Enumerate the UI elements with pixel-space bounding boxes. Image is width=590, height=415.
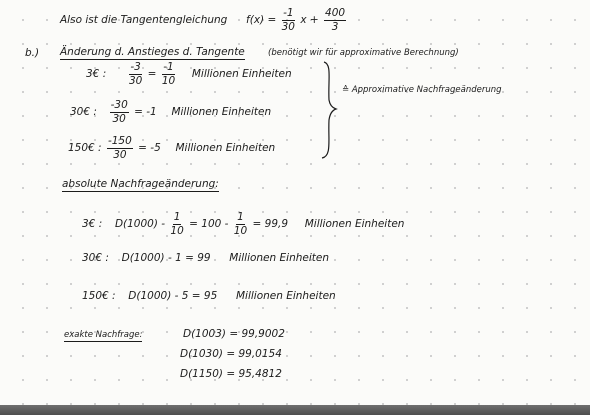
slope-row: 3€ : $\frac{-3}{30}$ = $\frac{-1}{10}$ Millionen Einheiten (86, 61, 292, 87)
heading-note: (benötigt wir für approximative Berechnung) (268, 48, 459, 58)
exact-title: exakte Nachfrage: (64, 330, 143, 340)
absolute-row: 30€ : D(1000) - 1 = 99 Millionen Einheiten (82, 252, 330, 264)
brace-note: ≙ Approximative Nachfrageänderung (342, 85, 502, 95)
absolute-row: 3€ : D(1000) - $\frac{1}{10}$ = 100 - $\frac{1}{10}$ = 99,9 Millionen Einheiten (82, 211, 405, 237)
equation-mid: x + (300, 14, 319, 26)
fraction: $\frac{400}{3}$ (325, 7, 346, 33)
slope-row: 30€ : $\frac{-30}{30}$ = -1 Millionen Einheiten (70, 99, 272, 125)
absolute-row: 150€ : D(1000) - 5 = 95 Millionen Einheiten (82, 290, 336, 302)
fraction: $\frac{-1}{30}$ (281, 7, 295, 33)
curly-brace-icon (316, 60, 338, 160)
section-heading: Änderung d. Anstieges d. Tangente (60, 46, 245, 58)
exact-line: D(1030) = 99,0154 (180, 348, 282, 360)
tangent-equation-line (60, 8, 348, 32)
bottom-scrollbar[interactable] (0, 405, 590, 415)
absolute-title: absolute Nachfrageänderung: (62, 178, 219, 190)
slope-row: 150€ : $\frac{-150}{30}$ = -5 Millionen Einheiten (68, 135, 276, 161)
equation-lhs: f(x) = (246, 14, 277, 26)
part-label: b.) (25, 47, 40, 59)
exact-line: D(1003) = 99,9002 (183, 328, 285, 340)
intro-text: Also ist die Tangentengleichung (60, 14, 228, 26)
exact-line: D(1150) = 95,4812 (180, 368, 282, 380)
